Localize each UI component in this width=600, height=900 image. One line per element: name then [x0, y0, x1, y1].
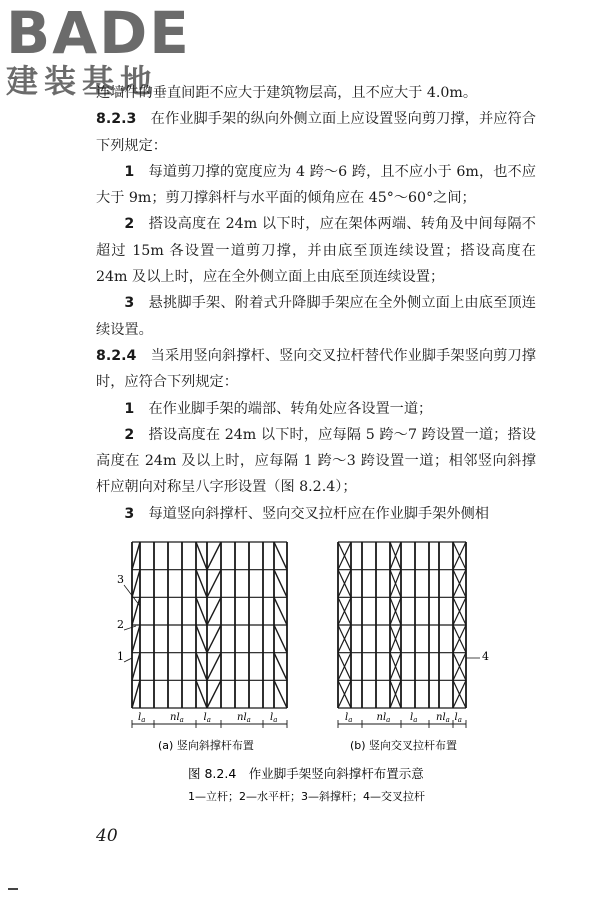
diagonal-brace — [274, 680, 287, 708]
item-number: 2 — [124, 426, 135, 443]
diagonal-brace — [207, 597, 221, 625]
diagonal-brace — [196, 597, 207, 625]
caption-a: (a) 竖向斜撑杆布置 — [158, 739, 254, 752]
dimension-label: $l_a$ — [270, 712, 278, 724]
figure-legend: 1—立杆；2—水平杆；3—斜撑杆；4—交叉拉杆 — [188, 790, 425, 803]
diagonal-brace — [132, 597, 140, 625]
paragraph — [96, 343, 536, 396]
page-number: 40 — [96, 826, 118, 846]
paragraph — [96, 106, 536, 159]
scan-mark — [8, 888, 18, 890]
dimension-label: $l_a$ — [203, 712, 211, 724]
dimension-lines — [124, 585, 480, 728]
callout-leader — [124, 626, 136, 630]
diagonal-brace — [274, 653, 287, 681]
dimension-label: $nl_a$ — [376, 712, 391, 724]
diagonal-brace — [196, 542, 207, 570]
diagonal-brace — [196, 653, 207, 681]
paragraph-text: 在作业脚手架的端部、转角处应各设置一道； — [148, 400, 433, 417]
diagonal-brace — [207, 625, 221, 653]
paragraph-text: 每道剪刀撑的宽度应为 4 跨～6 跨，且不应小于 6m，也不应大于 9m；剪刀撑斜杆与水平面的倾角应在 45°～60°之间； — [96, 163, 536, 207]
paragraph-text: 连墙件的垂直间距不应大于建筑物层高，且不应大于 4.0m。 — [96, 85, 478, 101]
dimension-label: $l_a$ — [345, 712, 353, 724]
diagonal-brace — [274, 570, 287, 598]
section-number: 8.2.3 — [96, 111, 137, 128]
paragraph — [96, 290, 536, 343]
caption-b: (b) 竖向交叉拉杆布置 — [350, 739, 458, 752]
dimension-label: $nl_a$ — [170, 712, 184, 724]
figure-8-2-4 — [110, 528, 500, 828]
diagonal-brace — [196, 625, 207, 653]
paragraph — [96, 211, 536, 290]
paragraph-text: 在作业脚手架的纵向外侧立面上应设置竖向剪刀撑，并应符合下列规定： — [96, 111, 536, 154]
paragraph — [96, 422, 536, 501]
item-number: 2 — [124, 216, 135, 233]
callout-1: 1 — [117, 650, 124, 663]
diagonal-brace — [274, 625, 287, 653]
diagonal-brace — [132, 570, 140, 598]
paragraph-text: 搭设高度在 24m 以下时，应在架体两端、转角及中间每隔不超过 15m 各设置一道剪刀撑，并由底至顶连续设置；搭设高度在 24m 及以上时，应在全外侧立面上由底至顶连续设置； — [96, 216, 536, 286]
diagonal-brace — [207, 570, 221, 598]
logo-subtitle: 建装基地 — [6, 62, 159, 100]
diagonal-brace — [132, 542, 140, 570]
section-number: 8.2.4 — [96, 347, 137, 364]
paragraph — [96, 159, 536, 212]
item-number: 1 — [124, 163, 135, 180]
diagonal-brace — [274, 542, 287, 570]
figure-b-cross-ties — [338, 542, 466, 708]
diagonal-brace — [132, 680, 140, 708]
diagonal-brace — [196, 570, 207, 598]
body-text — [96, 80, 536, 527]
figure-title: 图 8.2.4 作业脚手架竖向斜撑杆布置示意 — [188, 766, 424, 781]
item-number: 3 — [124, 295, 135, 312]
diagonal-brace — [196, 680, 207, 708]
paragraph — [96, 501, 536, 527]
diagonal-brace — [132, 653, 140, 681]
dimension-label: $nl_a$ — [436, 712, 450, 724]
diagonal-brace — [132, 625, 140, 653]
dimension-label: $nl_a$ — [237, 712, 251, 724]
paragraph-text: 搭设高度在 24m 以下时，应每隔 5 跨～7 跨设置一道；搭设高度在 24m 及以上时，应每隔 1 跨～3 跨设置一道；相邻竖向斜撑杆应朝向对称呈八字形设置（图 8.2.4）； — [96, 426, 536, 496]
dimension-label: $l_a$ — [138, 712, 146, 724]
diagonal-brace — [207, 542, 221, 570]
diagonal-brace — [207, 653, 221, 681]
dimension-label: $l_a$ — [410, 712, 418, 724]
callout-3: 3 — [117, 573, 124, 586]
paragraph-text: 每道竖向斜撑杆、竖向交叉拉杆应在作业脚手架外侧相 — [148, 505, 489, 522]
diagonal-brace — [207, 680, 221, 708]
figure-a-diagonal-braces — [132, 542, 287, 708]
dimension-label: $l_a$ — [454, 712, 462, 724]
paragraph-text: 当采用竖向斜撑杆、竖向交叉拉杆替代作业脚手架竖向剪刀撑时，应符合下列规定： — [96, 347, 536, 391]
item-number: 3 — [124, 505, 135, 522]
paragraph — [96, 396, 536, 422]
item-number: 1 — [124, 400, 135, 417]
callout-leader — [124, 658, 132, 662]
paragraph — [96, 80, 536, 106]
callout-4: 4 — [482, 650, 489, 663]
paragraph-text: 悬挑脚手架、附着式升降脚手架应在全外侧立面上由底至顶连续设置。 — [96, 295, 536, 338]
diagonal-brace — [274, 597, 287, 625]
logo-wordmark: BADE — [6, 0, 191, 67]
callout-2: 2 — [117, 618, 124, 631]
